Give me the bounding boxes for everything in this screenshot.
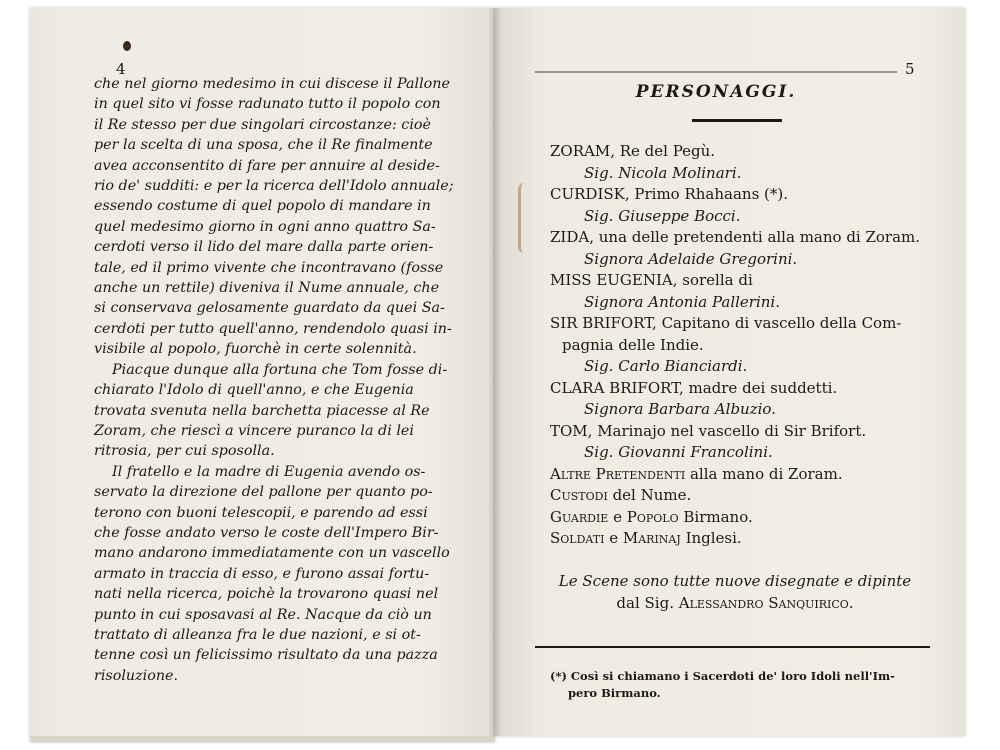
group-desc: e bbox=[608, 507, 627, 526]
text-line: visibile al popolo, fuorchè in certe solennità. bbox=[94, 341, 417, 358]
cast-role: MISS EUGENIA, sorella di bbox=[550, 271, 753, 289]
cast-actor: Signora Barbara Albuzio. bbox=[584, 400, 776, 418]
text-line: risoluzione. bbox=[94, 667, 179, 684]
book-gutter bbox=[488, 8, 502, 736]
paragraph-3 bbox=[94, 462, 478, 686]
group-name: Popolo bbox=[626, 507, 679, 526]
cast-group bbox=[550, 464, 940, 486]
footnote bbox=[550, 668, 930, 702]
cast-group bbox=[550, 528, 940, 550]
group-desc: Birmano. bbox=[678, 507, 753, 526]
text-line: che nel giorno medesimo in cui discese il Pallone bbox=[94, 76, 450, 92]
text-line: anche un rettile) diveniva il Nume annuale, che bbox=[94, 280, 440, 297]
text-line: servato la direzione del pallone per quanto po- bbox=[94, 484, 433, 501]
open-booklet bbox=[30, 8, 965, 738]
text-line: Il fratello e la madre di Eugenia avendo os- bbox=[112, 463, 426, 480]
cast-group bbox=[550, 507, 940, 529]
scenes-line: Le Scene sono tutte nuove disegnate e dipinte bbox=[558, 572, 912, 590]
text-line: ritrosia, per cui sposolla. bbox=[94, 443, 275, 460]
text-line: rio de' sudditi: e per la ricerca dell'Idolo annuale; bbox=[94, 178, 454, 195]
page-number-right: 5 bbox=[905, 60, 915, 78]
group-desc: del Nume. bbox=[607, 486, 692, 504]
text-line: trattato di alleanza fra le due nazioni, e si ot- bbox=[94, 626, 421, 643]
left-page bbox=[30, 8, 495, 742]
left-body-text bbox=[94, 74, 478, 686]
group-name: Marinaj bbox=[622, 529, 681, 547]
text-line: punto in cui sposavasi al Re. Nacque da ciò un bbox=[94, 606, 432, 623]
group-desc: e bbox=[604, 529, 623, 547]
text-line: in quel sito vi fosse radunato tutto il popolo con bbox=[94, 96, 441, 113]
text-line: Piacque dunque alla fortuna che Tom fosse di- bbox=[112, 361, 448, 378]
binding-thread bbox=[518, 183, 531, 253]
heading-rule bbox=[692, 119, 782, 122]
cast-role: ZIDA, una delle pretendenti alla mano di Zoram. bbox=[550, 228, 921, 246]
text-line: terono con buoni telescopii, e parendo ad essi bbox=[94, 504, 428, 521]
cast-actor: Sig. Carlo Bianciardi. bbox=[584, 357, 748, 375]
text-line: nati nella ricerca, poichè la trovarono quasi nel bbox=[94, 586, 439, 603]
designer-name: Alessandro Sanquirico. bbox=[678, 594, 854, 612]
group-name: Custodi bbox=[550, 486, 608, 504]
text-line: armato in traccia di esso, e furono assai fortu- bbox=[94, 565, 430, 582]
cast-actor: Sig. Giovanni Francolini. bbox=[584, 443, 773, 461]
scenes-credit bbox=[535, 570, 935, 614]
text-line: mano andarono immediatamente con un vascello bbox=[94, 545, 450, 562]
footnote-line: pero Birmano. bbox=[568, 686, 661, 700]
paragraph-2 bbox=[94, 360, 478, 462]
top-rule bbox=[535, 71, 897, 73]
text-line: il Re stesso per due singolari circostanze: cioè bbox=[94, 116, 431, 133]
text-line: cerdoti per tutto quell'anno, rendendolo quasi in- bbox=[94, 320, 452, 337]
text-line: chiarato l'Idolo di quell'anno, e che Eugenia bbox=[94, 382, 414, 399]
cast-list bbox=[550, 141, 940, 550]
scenes-prefix: dal Sig. bbox=[616, 594, 679, 612]
text-line: tenne così un felicissimo risultato da una pazza bbox=[94, 647, 438, 664]
text-line: si conservava gelosamente guardato da quei Sa- bbox=[94, 300, 445, 317]
cast-group bbox=[550, 485, 940, 507]
text-line: quel medesimo giorno in ogni anno quattro Sa- bbox=[94, 218, 436, 235]
group-name: Guardie bbox=[550, 507, 609, 526]
text-line: tale, ed il primo vivente che incontravano (fosse bbox=[94, 259, 444, 276]
page-number-left: 4 bbox=[116, 60, 126, 78]
group-name: Altre Pretendenti bbox=[550, 464, 686, 483]
group-desc: Inglesi. bbox=[680, 529, 742, 547]
text-line: che fosse andato verso le coste dell'Impero Bir- bbox=[94, 524, 439, 541]
group-name: Soldati bbox=[550, 529, 605, 547]
cast-heading: PERSONAGGI. bbox=[635, 82, 797, 102]
cast-actor: Signora Antonia Pallerini. bbox=[584, 292, 780, 311]
right-page bbox=[495, 8, 965, 736]
cast-role-continuation: pagnia delle Indie. bbox=[562, 335, 704, 354]
bottom-rule bbox=[535, 646, 930, 648]
ink-spot bbox=[123, 41, 131, 51]
paragraph-1 bbox=[94, 74, 478, 360]
cast-role: TOM, Marinajo nel vascello di Sir Brifort. bbox=[550, 421, 867, 440]
footnote-line: (*) Così si chiamano i Sacerdoti de' loro Idoli nell'Im- bbox=[550, 669, 895, 683]
cast-actor: Sig. Giuseppe Bocci. bbox=[584, 206, 741, 225]
group-desc: alla mano di Zoram. bbox=[685, 464, 843, 483]
cast-role: SIR BRIFORT, Capitano di vascello della Com- bbox=[550, 314, 902, 332]
cast-actor: Signora Adelaide Gregorini. bbox=[584, 249, 798, 268]
text-line: Zoram, che riescì a vincere puranco la di lei bbox=[94, 422, 414, 439]
cast-role: CURDISK, Primo Rhahaans (*). bbox=[550, 185, 789, 203]
cast-role: ZORAM, Re del Pegù. bbox=[550, 142, 716, 160]
text-line: essendo costume di quel popolo di mandare in bbox=[94, 198, 431, 215]
scenes-line bbox=[535, 592, 935, 614]
text-line: avea acconsentito di fare per annuire al deside- bbox=[94, 157, 440, 174]
cast-actor: Sig. Nicola Molinari. bbox=[584, 163, 742, 182]
cast-role: CLARA BRIFORT, madre dei suddetti. bbox=[550, 378, 838, 397]
text-line: per la scelta di una sposa, che il Re finalmente bbox=[94, 137, 433, 154]
text-line: cerdoti verso il lido del mare dalla parte orien- bbox=[94, 239, 434, 256]
text-line: trovata svenuta nella barchetta piacesse al Re bbox=[94, 402, 430, 419]
